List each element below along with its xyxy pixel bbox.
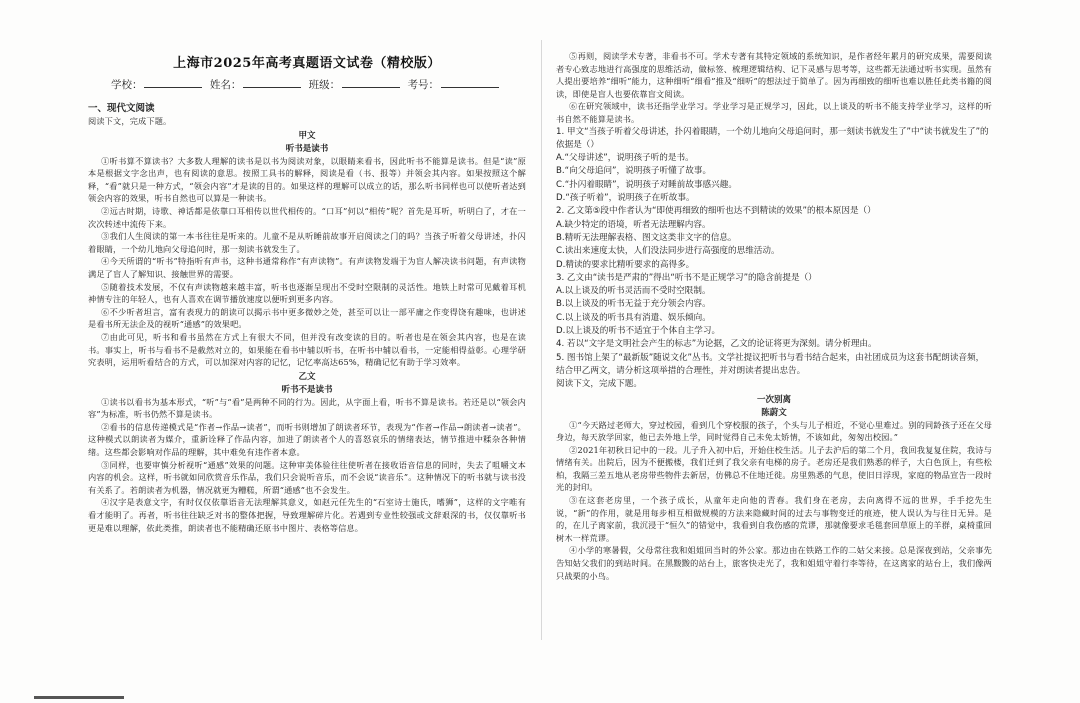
text-b-paragraph: ⑤再则，阅读学术专著，非看书不可。学术专著有其特定领域的系统知识，是作者经年累月的研究成果，需要阅读者专心致志地进行高强度的思维活动，做标签、梳理逻辑结构、记下灵感与思考等，这些都无法通过听书实现。虽然有人提出要培养“细听”能力，这种细听“细看”推及“细听”的想法过于简单了。因为再细致的细听也难以胜任此类书籍的阅读，即使是盲人也要依靠盲文阅读。 — [556, 51, 992, 99]
text-a-paragraph: ①听书算不算读书？大多数人理解的读书是以书为阅读对象，以眼睛来看书，因此听书不能算是读书。但是“读”原本是根据文字念出声，也有阅读的意思。按照工具书的解释，阅读是看（书、报等）并领会其内容。如果按照这个解释，“看”就只是一种方式，“领会内容”才是读的目的。如果这样的理解可以成立的话，那么听书同样也可以使听者达到领会内容的效果，听书自然也可以算是一种读书。 — [88, 155, 526, 204]
question-stem: 3. 乙文由“读书是严肃的”得出“听书不是正规学习”的隐含前提是（） — [556, 272, 817, 283]
question-option: C.以上谈及的听书具有消遣、娱乐倾向。 — [556, 312, 711, 323]
text-b-paragraph: ⑥在研究领域中，读书还指学业学习。学业学习是正规学习，因此，以上谈及的听书不能支持学业学习，这样的听书自然不能算是读书。 — [556, 101, 992, 124]
left-column — [88, 42, 526, 622]
instruction: 阅读下文，完成下题。 — [556, 379, 642, 390]
text-b-paragraph: ③同样，也要审慎分析视听“通感”效果的问题。这种审美体验往往使听者在接收语音信息的同时，失去了咀嚼文本内容的机会。这样，听书就如同欣赏音乐作品，我们只会说听音乐，而不会说“读音乐”。这种情况下的听书就与读书没有关系了。若朗读者为机器，情况就更为糟糕，所谓“通感”也不会发生。 — [88, 459, 526, 495]
story-title: 一次别离 — [756, 394, 791, 405]
question-stem: 1. 甲文“当孩子听着父母讲述，扑闪着眼睛，一个幼儿地向父母追问时，那一刻读书就发生了”中“读书就发生了”的依据是（） — [556, 126, 989, 150]
question-stem: 2. 乙文第⑤段中作者认为“即使再细致的细听也达不到精读的效果”的根本原因是（） — [556, 206, 876, 217]
name-label: 姓名： — [209, 79, 242, 91]
text-b-label: 乙文 — [298, 371, 316, 382]
question-option: B.精听无法理解表格、图文这类非文字的信息。 — [556, 232, 737, 243]
school-label: 学校： — [110, 79, 143, 91]
text-a-paragraph: ⑦由此可见，听书和看书虽然在方式上有很大不同，但并没有改变读的目的。听者也是在领会其内容，也是在读书。事实上，听书与看书不是截然对立的，如果能在看书中辅以听书，在听书中辅以看书，一定能相得益彰。心理学研究表明，运用听看结合的方式，可以加深对内容的记忆，记忆率高达65%，精确记忆有助于学习效率。 — [88, 331, 526, 368]
text-b-paragraph: ④汉字是表意文字，有时仅仅依靠语音无法理解其意义，如赵元任先生的“石室诗士施氏，嗜狮”，这样的文字唯有看才能明了。再者，听书往往缺乏对书的整体把握，导致理解碎片化。若遇到专业性较强或文辞艰深的书，仅仅靠听书更是难以理解，依此类推，朗读者也不能精确还原书中图片、表格等信息。 — [88, 497, 526, 533]
question-option: D.“孩子听着”，说明孩子在听故事。 — [556, 193, 695, 204]
student-info-line — [88, 77, 526, 92]
instruction: 阅读下文，完成下题。 — [88, 116, 172, 126]
story-paragraph: ①“今天路过老师大，穿过校园，看到几个穿校服的孩子，个头与儿子相近，不觉心里难过。别的同龄孩子还在父母身边，每天放学回家，他已去外地上学，同时觉得自己未免太矫情，不该如此，匆匆出校园。” — [556, 419, 992, 443]
exam-title: 上海市2025年高考真题语文试卷（精校版） — [173, 56, 441, 71]
text-a-title: 听书是读书 — [285, 143, 329, 154]
class-blank[interactable] — [342, 78, 400, 88]
question-option: D.以上谈及的听书不适宜于个体自主学习。 — [556, 326, 721, 337]
story-paragraph: ④小学的寒暑假，父母常往我和姐姐回当时的外公家。那边由在铁路工作的二姑父来接。总是深夜到站，父亲事先告知姑父我们的到站时间。在黑黢黢的站台上，旅客快走光了，我和姐姐守着行李等待，在这离家的站台上，我们像两只战栗的小鸟。 — [556, 545, 992, 581]
school-blank[interactable] — [144, 78, 202, 88]
text-b-paragraph: ①读书以看书为基本形式，“听”与“看”是两种不同的行为。因此，从字面上看，听书不算是读书。若还是以“领会内容”为标准，听书仍然不算是读书。 — [88, 396, 526, 420]
question-option: B.“向父母追问”，说明孩子听懂了故事。 — [556, 166, 712, 177]
section-title: 一、现代文阅读 — [88, 103, 155, 114]
question-option: A.以上谈及的听书灵活而不受时空限制。 — [556, 286, 711, 297]
question-option: B.以上谈及的听书无益于充分领会内容。 — [556, 299, 711, 310]
column-divider — [541, 40, 542, 640]
name-blank[interactable] — [243, 78, 301, 88]
question-option: A.“父母讲述”，说明孩子听的是书。 — [556, 153, 694, 164]
story-author: 陈蔚文 — [761, 407, 787, 418]
text-a-paragraph: ⑤随着技术发展，不仅有声读物越来越丰富，听书也逐渐呈现出不受时空限制的灵活性。地铁上时常可见戴着耳机神情专注的年轻人，也有人喜欢在调节播放速度以便听到更多内容。 — [88, 281, 526, 305]
story-paragraph: ③在这套老房里，一个孩子成长，从童年走向他的青春。我们身在老房，去向离得不远的世界，手手挖先生说，“新”的作用，就是用每步相互相做规模的方法来隐藏时间的过去与事物变迁的痕迹，使人误认为与往日无异。是的，在儿子离家前，我沉浸于“恒久”的错觉中，我看到自我伤感的荒谬，那就像要求毛毯套回草原上的羊群，桌椅重回树木一样荒谬。 — [556, 495, 992, 543]
class-label: 班级： — [308, 79, 341, 91]
question-option: D.精读的要求比精听要求的高得多。 — [556, 259, 695, 270]
question-option: C.“扑闪着眼睛”，说明孩子对睡前故事感兴趣。 — [556, 179, 737, 190]
exam-number-blank[interactable] — [441, 78, 499, 88]
question-option: A.缺少特定的语境，听者无法理解内容。 — [556, 219, 711, 230]
text-b-title: 听书不是读书 — [281, 384, 333, 395]
text-a-paragraph: ⑥不少听者坦言，富有表现力的朗读可以揭示书中更多微妙之处，甚至可以让一部平庸之作变得饶有趣味，也讲述是看书所无法企及的视听“通感”的效果吧。 — [88, 306, 526, 330]
text-a-paragraph: ④今天所谓的“听书”特指听有声书，这种书通常称作“有声读物”。有声读物发端于为盲人解决读书问题，有声读物满足了盲人了解知识、接触世界的需要。 — [88, 256, 526, 279]
question-stem: 4. 若以“文字是文明社会产生的标志”为论据，乙文的论证将更为深刻。请分析理由。 — [556, 339, 877, 350]
text-a-paragraph: ③我们人生阅读的第一本书往往是听来的。儿童不是从听睡前故事开启阅读之门的吗？当孩子听着父母讲述，扑闪着眼睛，一个幼儿地向父母追问时，那一刻读书就发生了。 — [88, 231, 526, 254]
story-paragraph: ②2021年初秋日记中的一段。儿子升入初中后，开始住校生活。儿子去沪后的第二个月，我回我复复住院，我诗与情绪有关。出院后，因为不便搬楼，我们迁到了我父亲有电梯的房子。老房还是我们熟悉的样子，大白色顶上，有些松柏，我隔三差五地从老房带些物件去新居，仿佛总不住地迁徙。房里熟悉的气息，使旧日浮现，家庭的物品宣告一段时光的封印。 — [556, 444, 992, 493]
question-stem: 5. 图书馆上架了“最新版”随说文化”丛书。文学社提议把听书与看书结合起来，由社团成员为这套书配朗读音频，结合甲乙两文，请分析这项举措的合理性，并对朗读者提出忠告。 — [556, 352, 985, 376]
exam-number-label: 考号： — [407, 79, 440, 91]
text-a-label: 甲文 — [298, 130, 316, 141]
question-option: C.读出来速度太快，人们没法同步进行高强度的思维活动。 — [556, 246, 780, 257]
right-column — [556, 50, 992, 662]
page-edge-mark — [34, 696, 124, 699]
text-a-paragraph: ②远古时期，诗歌、神话都是依靠口耳相传以世代相传的。“口耳”何以“相传”呢？首先是耳听，听明白了，才在一次次转述中流传下来。 — [88, 205, 526, 229]
text-b-paragraph: ②看书的信息传递模式是“作者→作品→读者”，而听书则增加了朗读者环节，表现为“作者→作品→朗读者→读者”。这种模式以朗读者为媒介，重新诠释了作品内容，加进了朗读者个人的喜怒哀乐的情绪表达，情节推进中糅杂各种情绪。这些都会影响对作品的理解，其中难免有违作者本意。 — [88, 421, 526, 458]
